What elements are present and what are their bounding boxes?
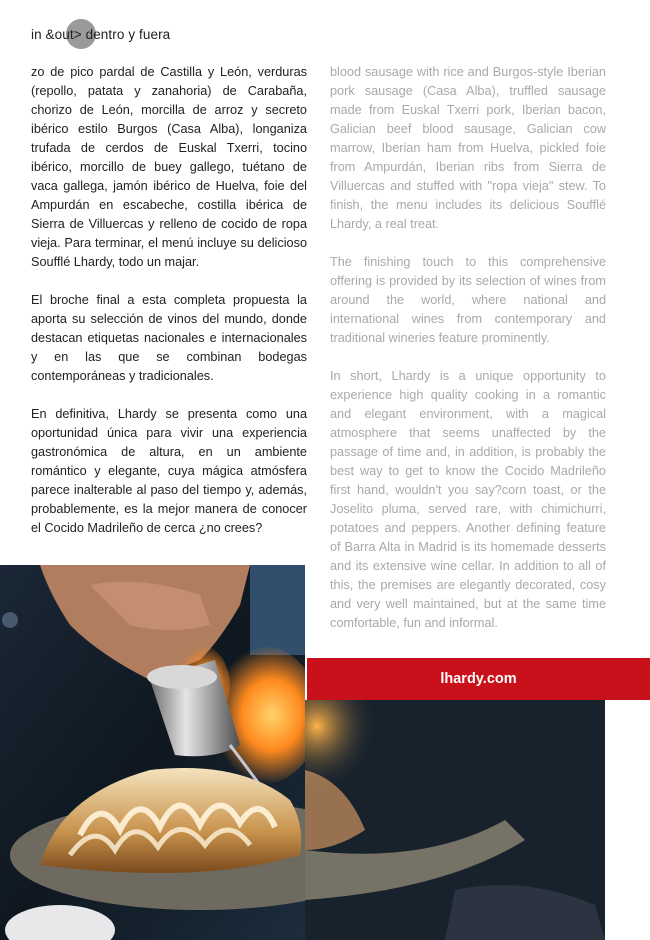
souffle-photo-continuation bbox=[305, 700, 605, 940]
paragraph: The finishing touch to this comprehensive offering is provided by its selection of wines from around the world, where national and international wines from contemporary and traditional wineries feature prominently. bbox=[330, 255, 606, 345]
spanish-text-column bbox=[31, 63, 307, 557]
paragraph: blood sausage with rice and Burgos-style Iberian pork sausage (Casa Alba), truffled sausage made from Euskal Txerri pork, Iberian bacon, Galician beef blood sausage, Galician cow marrow, Iberian ham from Huelva, pickled foie from Ampurdán, Iberian ribs from Sierra de Villuercas and stuffed with "ropa vieja" stew. To finish, the menu includes its delicious Soufflé Lhardy, a real treat. bbox=[330, 65, 606, 231]
header-prefix: in & bbox=[31, 26, 55, 42]
paragraph: En definitiva, Lhardy se presenta como una oportunidad única para vivir una experiencia gastronómica de altura, en un ambiente romántico y elegante, cuya mágica atmósfera parece inalterable al paso del tiempo y, además, probablemente, es la mejor manera de conocer el Cocido Madrileño de cerca ¿no crees? bbox=[31, 407, 307, 535]
souffle-photo bbox=[0, 565, 305, 940]
souffle-illustration bbox=[0, 565, 305, 940]
paragraph: El broche final a esta completa propuesta la aporta su selección de vinos del mundo, donde destacan etiquetas nacionales e internacionales y en las que se combinan bodegas contemporáneas y tradicionales. bbox=[31, 293, 307, 383]
header-circle-text: out bbox=[54, 26, 74, 42]
section-header bbox=[31, 23, 170, 45]
paragraph: zo de pico pardal de Castilla y León, verduras (repollo, patata y zanahoria) de Carabaña, chorizo de León, morcilla de arroz y secreto ibérico estilo Burgos (Casa Alba), longaniza trufada de cerdos de Euskal Txerri, tocino ibérico, morcillo de buey gallego, tuétano de vaca gallega, jamón ibérico de Huelva, foie del Ampurdán en escabeche, costilla ibérica de Sierra de Villuercas y relleno de cocido de ropa vieja. Para terminar, el menú incluye su delicioso Soufflé Lhardy, todo un majar. bbox=[31, 65, 307, 269]
header-section-title: > dentro y fuera bbox=[73, 26, 171, 42]
english-text-column bbox=[330, 63, 606, 652]
paragraph: In short, Lhardy is a unique opportunity to experience high quality cooking in a romantic and elegant environment, with a magical atmosphere that seems unaffected by the passage of time and, in addition, is probably the best way to get to know the Cocido Madrileño first hand, wouldn't you say?corn toast, or the Joselito pluma, served rare, with chimichurri, potatoes and peppers. Another defining feature of Barra Alta in Madrid is its homemade desserts and its extensive wine cellar. In addition to all of this, the premises are elegantly decorated, cosy and very well maintained, but at the same time comfortable, fun and informal. bbox=[330, 369, 606, 630]
website-banner[interactable] bbox=[307, 658, 650, 700]
website-link[interactable]: lhardy.com bbox=[440, 671, 517, 687]
souffle-illustration-right bbox=[305, 700, 605, 940]
